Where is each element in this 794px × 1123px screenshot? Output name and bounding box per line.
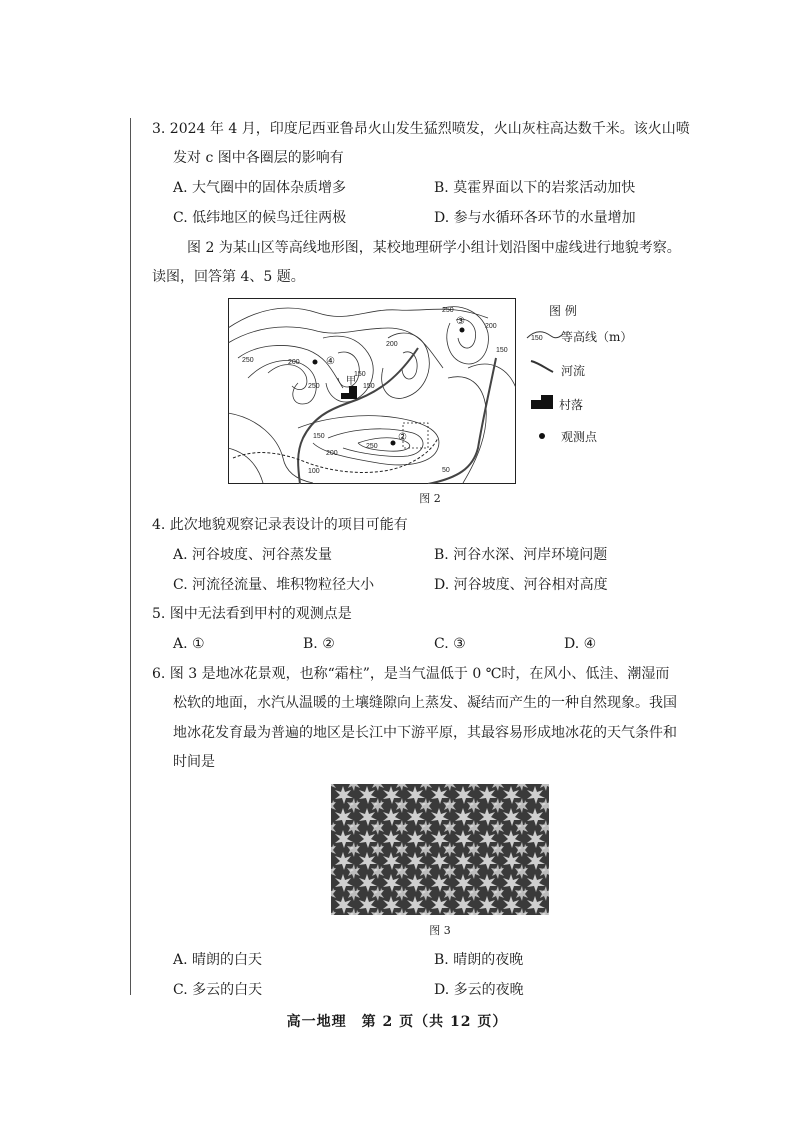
- legend-village: 村落: [559, 398, 584, 412]
- contour-map-svg: [228, 298, 516, 484]
- contour-label: 250: [242, 357, 254, 364]
- page-footer: 高一地理 第 2 页（共 12 页）: [286, 1014, 508, 1030]
- q4-option-c: C. 河流径流量、堆积物粒径大小: [173, 577, 375, 593]
- contour-label: 250: [366, 443, 378, 450]
- legend-observation: 观测点: [561, 430, 598, 444]
- q3-stem-line1: 3. 2024 年 4 月，印度尼西亚鲁昂火山发生猛烈喷发，火山灰柱高达数千米。该火山喷: [152, 121, 690, 137]
- contour-label: 150: [313, 433, 325, 440]
- frost-photo-svg: [331, 784, 549, 915]
- q4-option-a: A. 河谷坡度、河谷蒸发量: [173, 547, 333, 563]
- q4-option-d: D. 河谷坡度、河谷相对高度: [434, 577, 608, 593]
- village-marker: [341, 393, 349, 399]
- contour-label: 150: [496, 347, 508, 354]
- q5-option-b: B. ②: [303, 636, 335, 652]
- svg-text:150: 150: [531, 335, 543, 342]
- observation-point-2: [391, 441, 396, 446]
- contour-label: 250: [308, 383, 320, 390]
- margin-line: [130, 118, 131, 995]
- q3-option-c: C. 低纬地区的候鸟迁往两极: [173, 210, 347, 226]
- q6-option-d: D. 多云的夜晚: [434, 982, 524, 998]
- q4-option-b: B. 河谷水深、河岸环境问题: [434, 547, 608, 563]
- q6-option-c: C. 多云的白天: [173, 982, 263, 998]
- q5-option-a: A. ①: [173, 636, 205, 652]
- village-label: 甲: [346, 376, 356, 387]
- q5-option-c: C. ③: [434, 636, 466, 652]
- q6-stem-line4: 时间是: [173, 754, 215, 770]
- intro-line2: 读图，回答第 4、5 题。: [152, 269, 305, 285]
- q5-stem: 5. 图中无法看到甲村的观测点是: [152, 606, 352, 622]
- q3-option-a: A. 大气圈中的固体杂质增多: [173, 180, 347, 196]
- q6-option-b: B. 晴朗的夜晚: [434, 952, 524, 968]
- contour-map: [228, 298, 516, 484]
- river-legend-icon: [529, 358, 555, 374]
- q6-stem-line2: 松软的地面，水汽从温暖的土壤缝隙向上蒸发、凝结而产生的一种自然现象。我国: [173, 695, 677, 711]
- contour-label: 200: [326, 450, 338, 457]
- point-label-4: ④: [326, 356, 335, 367]
- contour-label: 100: [308, 468, 320, 475]
- contour-label: 150: [354, 371, 366, 378]
- map-legend: [525, 300, 635, 460]
- observation-legend-icon: [537, 431, 547, 441]
- observation-point-4: [313, 360, 318, 365]
- figure3-caption: 图 3: [429, 924, 451, 937]
- q3-option-d: D. 参与水循环各环节的水量增加: [434, 210, 636, 226]
- point-label-3: ③: [456, 316, 465, 327]
- q6-stem-line3: 地冰花发育最为普遍的地区是长江中下游平原，其最容易形成地冰花的天气条件和: [173, 725, 677, 741]
- intro-line1: 图 2 为某山区等高线地形图，某校地理研学小组计划沿图中虚线进行地貌考察。: [187, 240, 681, 256]
- q3-stem-line2: 发对 c 图中各圈层的影响有: [173, 150, 344, 166]
- contour-legend-icon: [525, 326, 565, 344]
- frost-photo: [331, 784, 549, 915]
- point-label-2: ②: [398, 432, 407, 443]
- contour-label: 200: [288, 359, 300, 366]
- contour-label: 150: [363, 383, 375, 390]
- q3-option-b: B. 莫霍界面以下的岩浆活动加快: [434, 180, 636, 196]
- contour-label: 200: [485, 323, 497, 330]
- legend-river: 河流: [561, 364, 586, 378]
- legend-contour: 等高线（m）: [561, 330, 633, 344]
- contour-label: 50: [442, 467, 450, 474]
- village-legend-icon: [529, 394, 555, 410]
- figure2-caption: 图 2: [419, 492, 441, 505]
- q5-option-d: D. ④: [564, 636, 597, 652]
- observation-point-3: [460, 328, 465, 333]
- legend-title: 图 例: [549, 304, 577, 318]
- q4-stem: 4. 此次地貌观察记录表设计的项目可能有: [152, 517, 408, 533]
- q6-stem-line1: 6. 图 3 是地冰花景观，也称“霜柱”，是当气温低于 0 ℃时，在风小、低洼、潮湿而: [152, 666, 670, 682]
- contour-label: 250: [442, 307, 454, 314]
- q6-option-a: A. 晴朗的白天: [173, 952, 263, 968]
- contour-label: 200: [386, 341, 398, 348]
